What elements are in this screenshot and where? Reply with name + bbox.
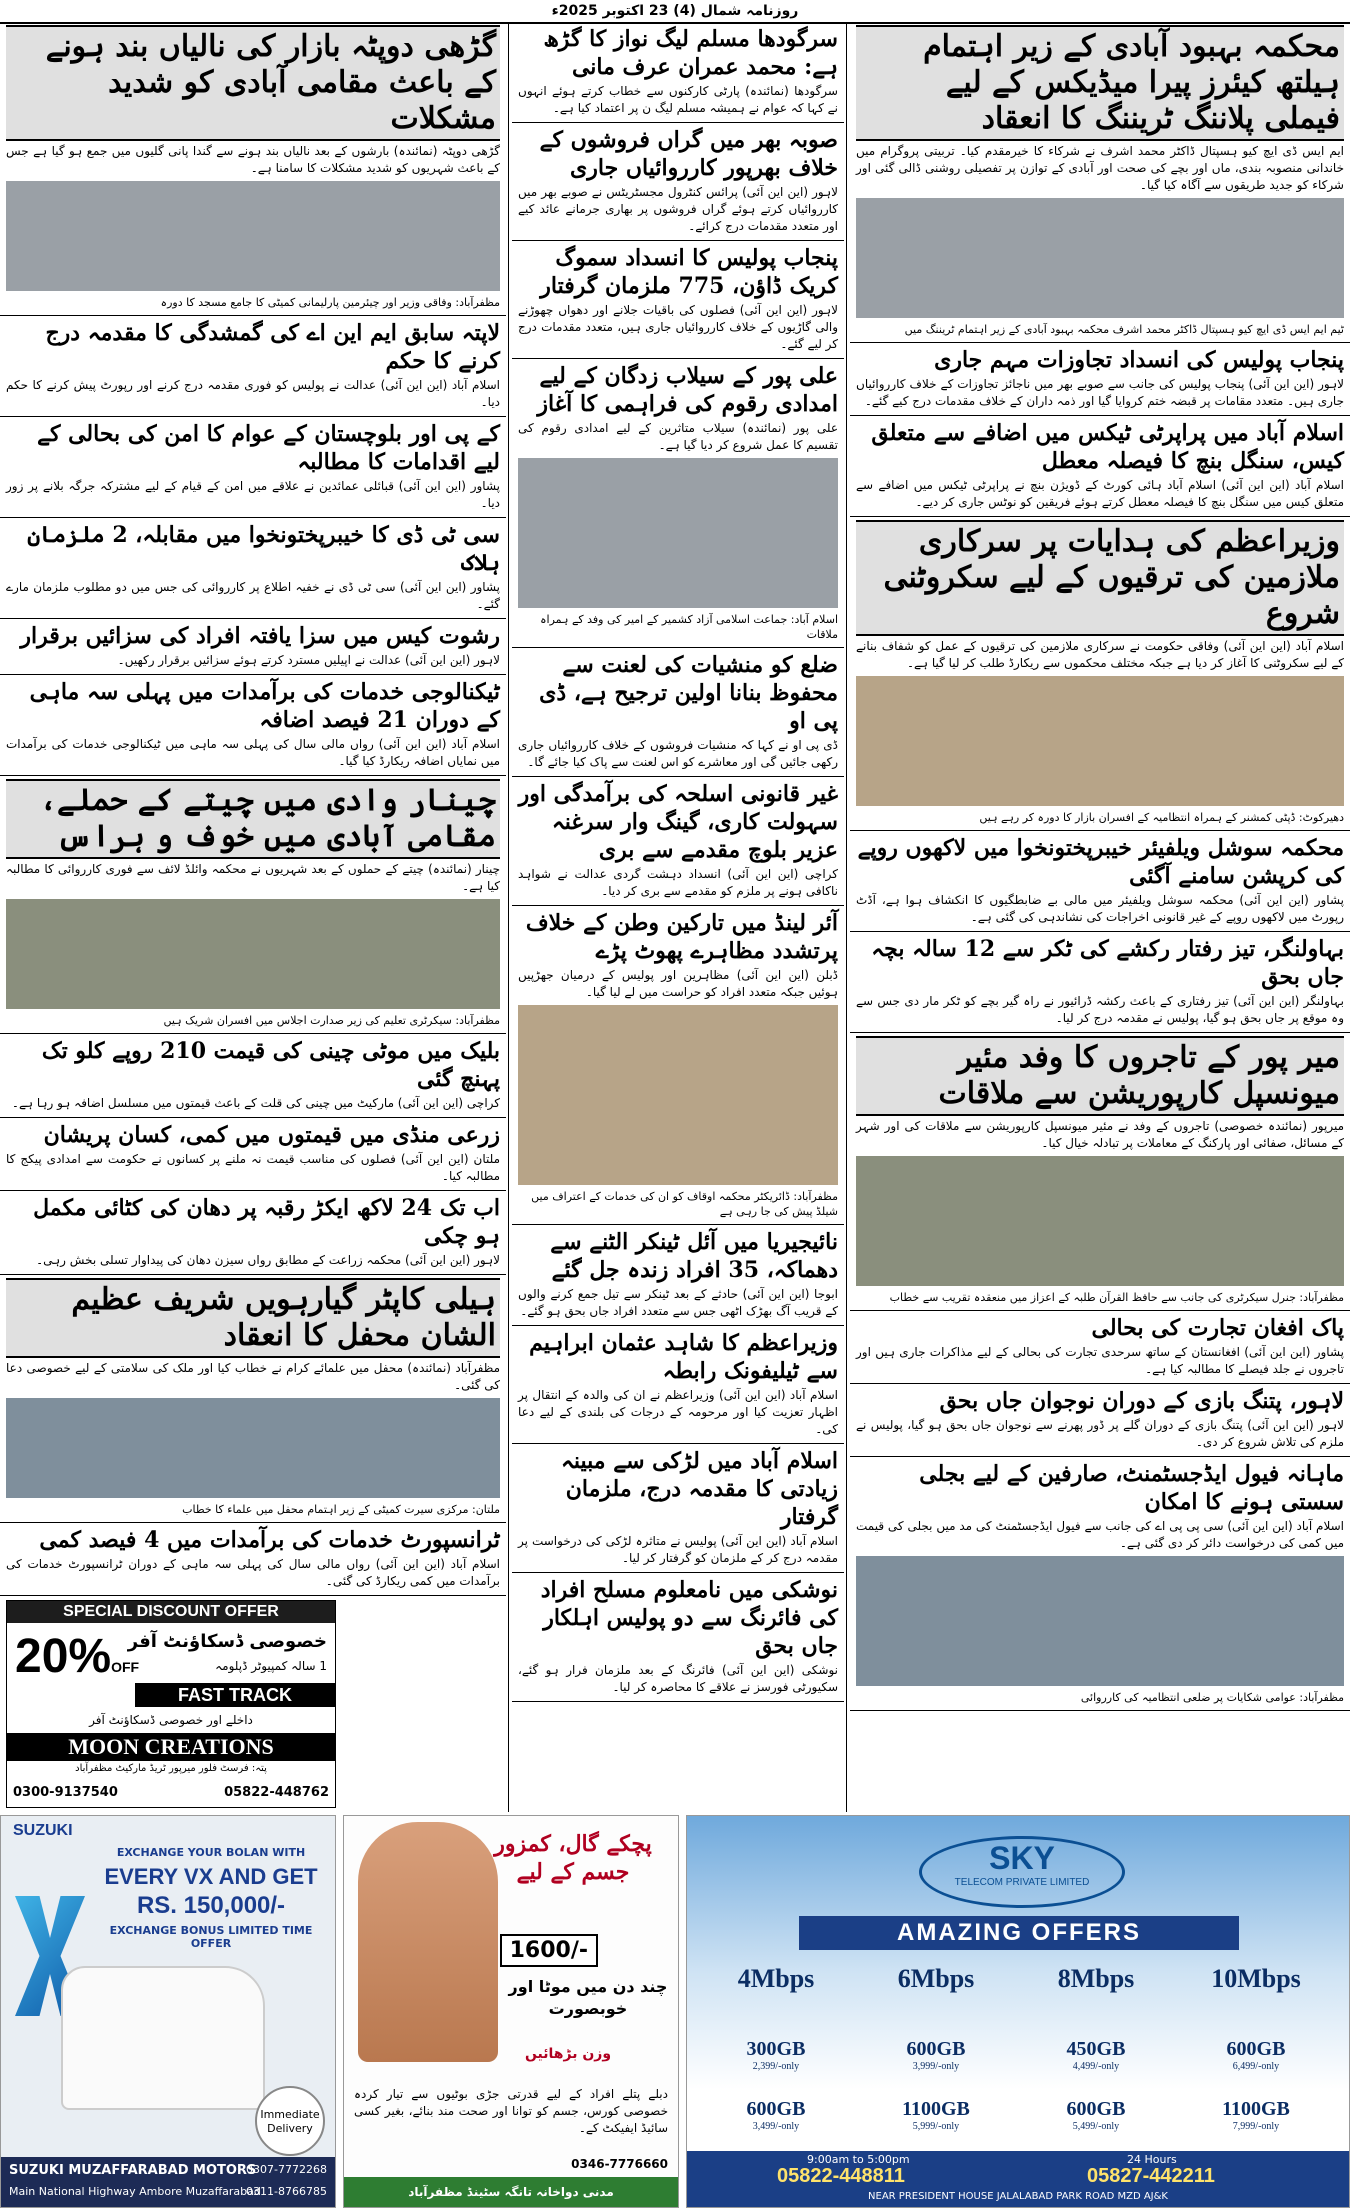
suzuki-footer	[1, 2157, 335, 2207]
sky-hours: 24 Hours	[1127, 2153, 1177, 2166]
ad-offer-title: SPECIAL DISCOUNT OFFER	[7, 1601, 335, 1623]
story	[850, 1457, 1350, 1711]
speed-label: 8Mbps	[1057, 1964, 1135, 1993]
headline: ضلع کو منشیات کی لعنت سے محفوظ بنانا اولین ترجیح ہے، ڈی پی او	[539, 652, 838, 734]
story	[0, 1596, 506, 1598]
story-body: لاہور (این این آئی) محکمہ زراعت کے مطابق رواں سیزن دھان کی پیداوار تسلی بخش رہی۔	[36, 1253, 500, 1267]
package-cell	[701, 2038, 851, 2072]
story	[0, 675, 506, 776]
man-photo	[358, 1822, 498, 2062]
ad-address: پتہ: فرسٹ فلور میرپور ٹریڈ مارکیٹ مظفرآباد	[75, 1763, 267, 1774]
story	[0, 1034, 506, 1118]
story	[512, 906, 844, 1225]
story-body: بہاولنگر (این این آئی) تیز رفتاری کے باعث رکشہ ڈرائیور نے راہ گیر بچے کو ٹکر مار دی جس سے وہ موقع پر جاں بحق ہو گیا، پولیس نے مقدمہ درج کر لیا۔	[856, 994, 1344, 1025]
headline: نائیجیریا میں آئل ٹینکر الٹنے سے دھماکہ، 35 افراد زندہ جل گئے	[550, 1229, 838, 1283]
story-body: لاہور (این این آئی) فصلوں کی باقیات جلانے اور دھواں چھوڑنے والی گاڑیوں کے خلاف کارروائیاں جاری ہیں، متعدد مقدمات درج کر لیے گئے۔	[518, 303, 838, 351]
van-icon	[61, 1966, 265, 2110]
headline: اسلام آباد میں پراپرٹی ٹیکس میں اضافے سے متعلق کیس، سنگل بنچ کا فیصلہ معطل	[871, 420, 1344, 474]
story	[850, 1384, 1350, 1457]
headline: علی پور کے سیلاب زدگان کے لیے امدادی رقوم کی فراہمی کا آغاز	[537, 363, 838, 417]
headline: صوبہ بھر میں گراں فروشوں کے خلاف بھرپور کارروائیاں جاری	[539, 127, 838, 181]
sky-hours: 9:00am to 5:00pm	[807, 2153, 910, 2166]
story	[512, 241, 844, 359]
headline: لاہور، پتنگ بازی کے دوران نوجوان جاں بحق	[939, 1388, 1344, 1414]
story-body: ڈبلن (این این آئی) مظاہرین اور پولیس کے درمیان جھڑپیں ہوئیں جبکہ متعدد افراد کو حراست میں لے لیا گیا۔	[518, 968, 838, 999]
story	[512, 1444, 844, 1573]
story	[850, 831, 1350, 932]
story	[0, 1275, 506, 1523]
health-ad[interactable]	[343, 1815, 679, 2208]
ads-row	[0, 1815, 1350, 2208]
moon-creations-ad[interactable]	[6, 1600, 336, 1808]
headline: کے پی اور بلوچستان کے عوام کا امن کی بحالی کے لیے اقدامات کا مطالبہ	[37, 421, 500, 475]
delivery-badge: Immediate Delivery	[255, 2086, 325, 2156]
ad-phone: 0300-9137540	[13, 1785, 118, 1800]
headline: سی ٹی ڈی کا خیبرپختونخوا میں مقابلہ، 2 ملزمان ہلاک	[27, 522, 500, 576]
headline: بہاولنگر، تیز رفتار رکشے کی ٹکر سے 12 سالہ بچہ جاں بحق	[871, 936, 1344, 990]
story-body: کراچی (این این آئی) مارکیٹ میں چینی کی قلت کے باعث قیمتوں میں مسلسل اضافہ ہو رہا ہے۔	[11, 1096, 500, 1110]
ad-urdu-offer: خصوصی ڈسکاؤنٹ آفر	[127, 1631, 327, 1652]
package-price: 3,499/-only	[752, 2121, 800, 2132]
package-price: 2,399/-only	[752, 2061, 800, 2072]
story	[512, 22, 844, 123]
sky-name: SKY	[989, 1840, 1055, 1876]
package-gb: 600GB	[1226, 2038, 1286, 2060]
health-sub2: وزن بڑھائیں	[524, 2046, 612, 2062]
story-body: لاہور (این این آئی) پرائس کنٹرول مجسٹریٹس نے صوبے بھر میں کارروائیاں کرتے ہوئے گراں فروشوں پر بھاری جرمانے عائد کیے اور متعدد مقدمات درج کرائے۔	[518, 185, 838, 233]
sky-phone: 05822-448811	[777, 2165, 905, 2187]
package-price: 6,499/-only	[1232, 2061, 1280, 2072]
story-body: نوشکی (این این آئی) فائرنگ کے بعد ملزمان فرار ہو گئے، سکیورٹی فورسز نے علاقے کا محاصرہ کر لیا۔	[518, 1663, 838, 1694]
story	[850, 343, 1350, 416]
package-cell	[701, 2098, 851, 2132]
package-gb: 600GB	[906, 2038, 966, 2060]
story-body: کراچی (این این آئی) انسداد دہشت گردی عدالت نے شواہد ناکافی ہونے پر ملزم کو مقدمے سے بری کر دیا۔	[518, 867, 838, 898]
dealer-phone: 0307-7772268	[246, 2163, 327, 2176]
photo-caption: ملتان: مرکزی سیرت کمیٹی کے زیر اہتمام محفل میں علماء کا خطاب	[182, 1503, 500, 1516]
story-body: لاہور (این این آئی) عدالت نے اپیلیں مسترد کرتے ہوئے سزائیں برقرار رکھیں۔	[117, 653, 500, 667]
package-cell	[1181, 2038, 1331, 2072]
health-body: دبلے پتلے افراد کے لیے قدرتی جڑی بوٹیوں سے تیار کردہ خصوصی کورس، جسم کو توانا اور صحت مند بنائے، بغیر کسی سائیڈ ایفیکٹ کے۔	[354, 2087, 668, 2135]
story	[0, 1118, 506, 1191]
package-price: 4,499/-only	[1072, 2061, 1120, 2072]
speed-label: 4Mbps	[737, 1964, 815, 1993]
headline: ہیلی کاپٹر گیارہویں شریف عظیم الشان محفل کا انعقاد	[6, 1278, 500, 1358]
story-body: ایم ایس ڈی ایچ کیو ہسپتال ڈاکٹر محمد اشرف نے شرکاء کا خیرمقدم کیا۔ تربیتی پروگرام میں خاندانی منصوبہ بندی، ماں اور بچے کی صحت اور آبادی کے توازن پر تفصیلی روشنی ڈالی گئی اور شرکاء کو جدید طریقوں سے آگاہ کیا گیا۔	[856, 144, 1344, 192]
headline: پنجاب پولیس کی انسداد تجاوزات مہم جاری	[934, 347, 1344, 373]
package-price: 5,499/-only	[1072, 2121, 1120, 2132]
story-body: پشاور (این این آئی) سی ٹی ڈی نے خفیہ اطلاع پر کارروائی کی جس میں دو مطلوب ملزمان مارے گئے۔	[6, 580, 500, 611]
package-gb: 600GB	[746, 2098, 806, 2120]
speed-label: 10Mbps	[1211, 1964, 1301, 1993]
package-price: 3,999/-only	[912, 2061, 960, 2072]
package-price: 5,999/-only	[912, 2121, 960, 2132]
story-body: لاہور (این این آئی) پتنگ بازی کے دوران گلے پر ڈور پھرنے سے نوجوان جاں بحق ہو گیا، پولیس نے ملزم کی تلاش شروع کر دی۔	[856, 1418, 1344, 1449]
photo-caption: مظفرآباد: ڈائریکٹر محکمہ اوقاف کو ان کی خدمات کے اعتراف میں شیلڈ پیش کی جا رہی ہے	[531, 1190, 838, 1218]
sky-address: NEAR PRESIDENT HOUSE JALALABAD PARK ROAD MZD AJ&K	[868, 2191, 1168, 2202]
story	[512, 1573, 844, 1702]
photo-caption: دھیرکوٹ: ڈپٹی کمشنر کے ہمراہ انتظامیہ کے افسران بازار کا دورہ کر رہے ہیں	[979, 811, 1344, 824]
column-divider	[508, 22, 509, 1812]
column-left	[0, 22, 506, 1598]
story-body: میرپور (نمائندہ خصوصی) تاجروں کے وفد نے مئیر میونسپل کارپوریشن سے ملاقات کی اور شہر کے مسائل، صفائی اور پارکنگ کے معاملات پر تبادلہ خیال کیا۔	[856, 1119, 1344, 1150]
story-body: پشاور (این این آئی) محکمہ سوشل ویلفیئر میں مالی بے ضابطگیوں کا انکشاف ہوا ہے، آڈٹ رپورٹ میں لاکھوں روپے کے غیر قانونی اخراجات کی نشاندہی کی گئی ہے۔	[856, 893, 1344, 924]
headline: زرعی منڈی میں قیمتوں میں کمی، کسان پریشان	[43, 1122, 500, 1148]
dealer-phone: 0311-8766785	[246, 2185, 327, 2198]
package-cell	[1181, 2098, 1331, 2132]
story-body: چینار (نمائندہ) چیتے کے حملوں کے بعد شہریوں نے محکمہ وائلڈ لائف سے فوری کارروائی کا مطالبہ کیا ہے۔	[6, 862, 500, 893]
package-price: 7,999/-only	[1232, 2121, 1280, 2132]
suzuki-line3: RS. 150,000/-	[136, 1892, 286, 1919]
photo-caption: اسلام آباد: جماعت اسلامی آزاد کشمیر کے امیر کی وفد کے ہمراہ ملاقات	[540, 613, 838, 641]
package-gb: 1100GB	[902, 2098, 970, 2120]
headline: اب تک 24 لاکھ ایکڑ رقبہ پر دھان کی کٹائی مکمل ہو چکی	[33, 1195, 500, 1249]
suzuki-line4: EXCHANGE BONUS LIMITED TIME OFFER	[109, 1924, 313, 1950]
health-headline: پچکے گال، کمزور جسم کے لیے	[494, 1831, 652, 1885]
story-body: پشاور (این این آئی) افغانستان کے ساتھ سرحدی تجارت کی بحالی کے لیے مذاکرات جاری ہیں اور تاجروں نے جلد فیصلے کا مطالبہ کیا ہے۔	[856, 1345, 1344, 1376]
story-body: ڈی پی او نے کہا کہ منشیات فروشوں کے خلاف کارروائیاں جاری رکھی جائیں گی اور معاشرے کو اس لعنت سے پاک کیا جائے گا۔	[518, 738, 838, 769]
news-photo	[856, 198, 1344, 318]
story	[0, 417, 506, 518]
story-body: علی پور (نمائندہ) سیلاب متاثرین کے لیے امدادی رقوم کی تقسیم کا عمل شروع کر دیا گیا ہے۔	[518, 421, 838, 452]
suzuki-ad[interactable]	[0, 1815, 336, 2208]
headline: ٹرانسپورٹ خدمات کی برآمدات میں 4 فیصد کمی	[39, 1527, 500, 1553]
story	[850, 1311, 1350, 1384]
health-phone: 0346-7776660	[571, 2157, 668, 2171]
headline: پنجاب پولیس کا انسداد سموگ کریک ڈاؤن، 775 ملزمان گرفتار	[540, 245, 838, 299]
headline: رشوت کیس میں سزا یافتہ افراد کی سزائیں برقرار	[20, 623, 500, 649]
package-cell	[861, 2038, 1011, 2072]
story-body: اسلام آباد (این این آئی) رواں مالی سال کی پہلی سہ ماہی کے دوران ٹرانسپورٹ خدمات کی برآمدات میں کمی ریکارڈ کی گئی۔	[6, 1557, 500, 1588]
ad-phone: 05822-448762	[224, 1785, 329, 1800]
news-photo	[856, 1156, 1344, 1286]
news-photo	[518, 1005, 838, 1185]
story-body: گڑھی دوپٹہ (نمائندہ) بارشوں کے بعد نالیاں بند ہونے سے گندا پانی گلیوں میں جمع ہو گیا ہے جس کے باعث شہریوں کو شدید مشکلات کا سامنا ہے۔	[6, 144, 500, 175]
story	[850, 416, 1350, 517]
story	[512, 777, 844, 906]
ad-urdu-course: 1 سالہ کمپیوٹر ڈپلومہ	[215, 1659, 327, 1673]
story-body: لاہور (این این آئی) پنجاب پولیس کی جانب سے صوبے بھر میں ناجائز تجاوزات کے خلاف کارروائیاں جاری ہیں۔ متعدد مقامات پر قبضہ ختم کروایا گیا اور ذمہ داران کے خلاف مقدمات درج کیے گئے۔	[856, 377, 1344, 408]
package-cell	[1021, 2038, 1171, 2072]
speed-label: 6Mbps	[897, 1964, 975, 1993]
story	[850, 22, 1350, 343]
news-photo	[6, 1398, 500, 1498]
column-right	[850, 22, 1350, 1812]
headline: غیر قانونی اسلحہ کی برآمدگی اور سہولت کاری، گینگ وار سرغنہ عزیر بلوچ مقدمے سے بری	[518, 781, 838, 863]
headline: لاپتہ سابق ایم این اے کی گمشدگی کا مقدمہ درج کرنے کا حکم	[45, 320, 500, 374]
suzuki-line1: EXCHANGE YOUR BOLAN WITH	[116, 1846, 306, 1859]
story	[0, 1191, 506, 1275]
headline: گڑھی دوپٹہ بازار کی نالیاں بند ہونے کے باعث مقامی آبادی کو شدید مشکلات	[6, 25, 500, 141]
headline: بلیک میں موٹی چینی کی قیمت 210 روپے کلو تک پہنچ گئی	[41, 1038, 500, 1092]
news-photo	[856, 1556, 1344, 1686]
story	[0, 316, 506, 417]
headline: محکمہ سوشل ویلفیئر خیبرپختونخوا میں لاکھوں روپے کی کرپشن سامنے آگئی	[857, 835, 1344, 889]
story-body: ملتان (این این آئی) فصلوں کی مناسب قیمت نہ ملنے پر کسانوں نے حکومت سے امدادی پیکج کا مطالبہ کیا۔	[6, 1152, 500, 1183]
package-gb: 1100GB	[1222, 2098, 1290, 2120]
story-body: اسلام آباد (این این آئی) سی پی پی اے کی جانب سے فیول ایڈجسٹمنٹ کی مد میں بجلی کی قیمت میں کمی کی درخواست دائر کر دی گئی ہے۔	[856, 1519, 1344, 1550]
story-body: پشاور (این این آئی) قبائلی عمائدین نے علاقے میں امن کے قیام کے لیے مشترکہ جرگہ بلانے پر زور دیا۔	[6, 479, 500, 510]
headline: وزیراعظم کی ہدایات پر سرکاری ملازمین کی ترقیوں کے لیے سکروٹنی شروع	[856, 520, 1344, 636]
sky-logo	[919, 1836, 1125, 1908]
package-cell	[861, 2098, 1011, 2132]
package-cell	[1021, 2098, 1171, 2132]
headline: میر پور کے تاجروں کا وفد مئیر میونسپل کارپوریشن سے ملاقات	[856, 1036, 1344, 1116]
masthead: روزنامہ شمال (4) 23 اکتوبر 2025ء	[0, 0, 1350, 24]
story-body: ابوجا (این این آئی) حادثے کے بعد ٹینکر سے تیل جمع کرنے والوں کے قریب آگ بھڑک اٹھی جس سے متعدد افراد جاں بحق ہو گئے۔	[518, 1287, 838, 1318]
story	[0, 1523, 506, 1596]
news-photo	[6, 181, 500, 291]
suzuki-brand: SUZUKI	[13, 1822, 73, 1839]
story-body: اسلام آباد (این این آئی) رواں مالی سال کی پہلی سہ ماہی میں ٹیکنالوجی خدمات کی برآمدات میں نمایاں اضافہ ریکارڈ کیا گیا۔	[6, 737, 500, 768]
sky-banner: AMAZING OFFERS	[799, 1916, 1239, 1950]
news-photo	[856, 676, 1344, 806]
column-divider	[846, 22, 847, 1812]
package-gb: 300GB	[746, 2038, 806, 2060]
story	[850, 517, 1350, 831]
story-body: اسلام آباد (این این آئی) اسلام آباد ہائی کورٹ کے ڈویژن بنچ نے پراپرٹی ٹیکس میں اضافے سے متعلق کیس میں سنگل بنچ کا فیصلہ معطل کرتے ہوئے فریقین کو نوٹس جاری کر دیے۔	[856, 478, 1344, 509]
health-sub1: چند دن میں موٹا اور خوبصورت	[508, 1977, 668, 2018]
story	[0, 619, 506, 675]
headline: پاک افغان تجارت کی بحالی	[1091, 1315, 1344, 1341]
headline: وزیراعظم کا شاہد عثمان ابراہیم سے ٹیلیفونک رابطہ	[529, 1330, 838, 1384]
headline: چینار وادی میں چیتے کے حملے، مقامی آبادی میں خوف و ہراس	[6, 779, 500, 859]
sky-footer	[687, 2151, 1349, 2207]
off-text: OFF	[111, 1659, 140, 1675]
story-body: اسلام آباد (این این آئی) وزیراعظم نے ان کی والدہ کے انتقال پر اظہار تعزیت کیا اور مرحومہ کے درجات کی بلندی کے لیے دعا کی۔	[518, 1388, 838, 1436]
percent-text: 20%	[15, 1630, 112, 1683]
headline: ماہانہ فیول ایڈجسٹمنٹ، صارفین کے لیے بجلی سستی ہونے کا امکان	[919, 1461, 1344, 1515]
headline: نوشکی میں نامعلوم مسلح افراد کی فائرنگ سے دو پولیس اہلکار جاں بحق	[540, 1577, 838, 1659]
suzuki-line2: EVERY VX AND GET	[104, 1864, 318, 1889]
sky-phone: 05827-442211	[1087, 2165, 1215, 2187]
package-gb: 600GB	[1066, 2098, 1126, 2120]
sky-tagline: TELECOM PRIVATE LIMITED	[954, 1877, 1090, 1888]
news-photo	[6, 899, 500, 1009]
headline: سرگودھا مسلم لیگ نواز کا گڑھ ہے: محمد عمران عرف مانی	[543, 26, 838, 80]
sky-telecom-ad[interactable]	[686, 1815, 1350, 2208]
story	[0, 776, 506, 1034]
dealer-name: SUZUKI MUZAFFARABAD MOTORS	[9, 2163, 257, 2178]
story	[850, 1033, 1350, 1311]
story-body: اسلام آباد (این این آئی) پولیس نے متاثرہ لڑکی کی درخواست پر مقدمہ درج کر کے ملزمان کو گرفتار کر لیا۔	[518, 1534, 838, 1565]
story-body: اسلام آباد (این این آئی) عدالت نے پولیس کو فوری مقدمہ درج کرنے اور رپورٹ پیش کرنے کا حکم دیا۔	[6, 378, 500, 409]
story	[850, 932, 1350, 1033]
photo-caption: مظفرآباد: عوامی شکایات پر ضلعی انتظامیہ کی کارروائی	[1080, 1691, 1344, 1704]
ad-urdu-admission: داخلے اور خصوصی ڈسکاؤنٹ آفر	[89, 1713, 253, 1727]
photo-caption: مظفرآباد: وفاقی وزیر اور چیئرمین پارلیمانی کمیٹی کا جامع مسجد کا دورہ	[160, 296, 500, 309]
photo-caption: مظفرآباد: جنرل سیکرٹری کی جانب سے حافظ القرآن طلبہ کے اعزاز میں منعقدہ تقریب سے خطاب	[889, 1291, 1344, 1304]
story	[512, 1225, 844, 1326]
ad-discount-percent	[15, 1629, 139, 1684]
ad-fast-track: FAST TRACK	[135, 1683, 335, 1707]
story	[0, 518, 506, 619]
headline: محکمہ بہبود آبادی کے زیر اہتمام ہیلتھ کیئرز پیرا میڈیکس کے لیے فیملی پلاننگ ٹریننگ کا انعقاد	[856, 25, 1344, 141]
photo-caption: مظفرآباد: سیکرٹری تعلیم کی زیر صدارت اجلاس میں افسران شریک ہیں	[163, 1014, 500, 1027]
dealer-address: Main National Highway Ambore Muzaffarabad	[9, 2185, 261, 2198]
package-gb: 450GB	[1066, 2038, 1126, 2060]
story	[512, 1326, 844, 1444]
headline: ٹیکنالوجی خدمات کی برآمدات میں پہلی سہ ماہی کے دوران 21 فیصد اضافہ	[29, 679, 500, 733]
photo-caption: ٹیم ایم ایس ڈی ایچ کیو ہسپتال ڈاکٹر محمد اشرف محکمہ بہبود آبادی کے زیر اہتمام ٹریننگ میں	[904, 323, 1344, 336]
story	[512, 648, 844, 777]
headline: آئر لینڈ میں تارکین وطن کے خلاف پرتشدد مظاہرے پھوٹ پڑے	[525, 910, 838, 964]
story-body: مظفرآباد (نمائندہ) محفل میں علمائے کرام نے خطاب کیا اور ملک کی سلامتی کے لیے خصوصی دعا کی گئی۔	[6, 1361, 500, 1392]
story	[512, 359, 844, 648]
story-body: سرگودھا (نمائندہ) پارٹی کارکنوں سے خطاب کرتے ہوئے انہوں نے کہا کہ عوام نے ہمیشہ مسلم لیگ ن پر اعتماد کیا ہے۔	[518, 84, 838, 115]
health-price: 1600/-	[500, 1934, 598, 1967]
story	[512, 123, 844, 241]
health-footer: مدنی دواخانہ تانگہ سٹینڈ مظفرآباد	[344, 2177, 678, 2207]
ad-brand-name: MOON CREATIONS	[7, 1733, 335, 1761]
column-middle	[512, 22, 844, 1812]
story-body: اسلام آباد (این این آئی) وفاقی حکومت نے سرکاری ملازمین کی ترقیوں کے عمل کو شفاف بنانے کے لیے سکروٹنی کا آغاز کر دیا ہے جبکہ مختلف محکموں سے ریکارڈ طلب کر لیا گیا ہے۔	[856, 639, 1344, 670]
story	[0, 22, 506, 316]
news-photo	[518, 458, 838, 608]
headline: اسلام آباد میں لڑکی سے مبینہ زیادتی کا مقدمہ درج، ملزمان گرفتار	[560, 1448, 838, 1530]
